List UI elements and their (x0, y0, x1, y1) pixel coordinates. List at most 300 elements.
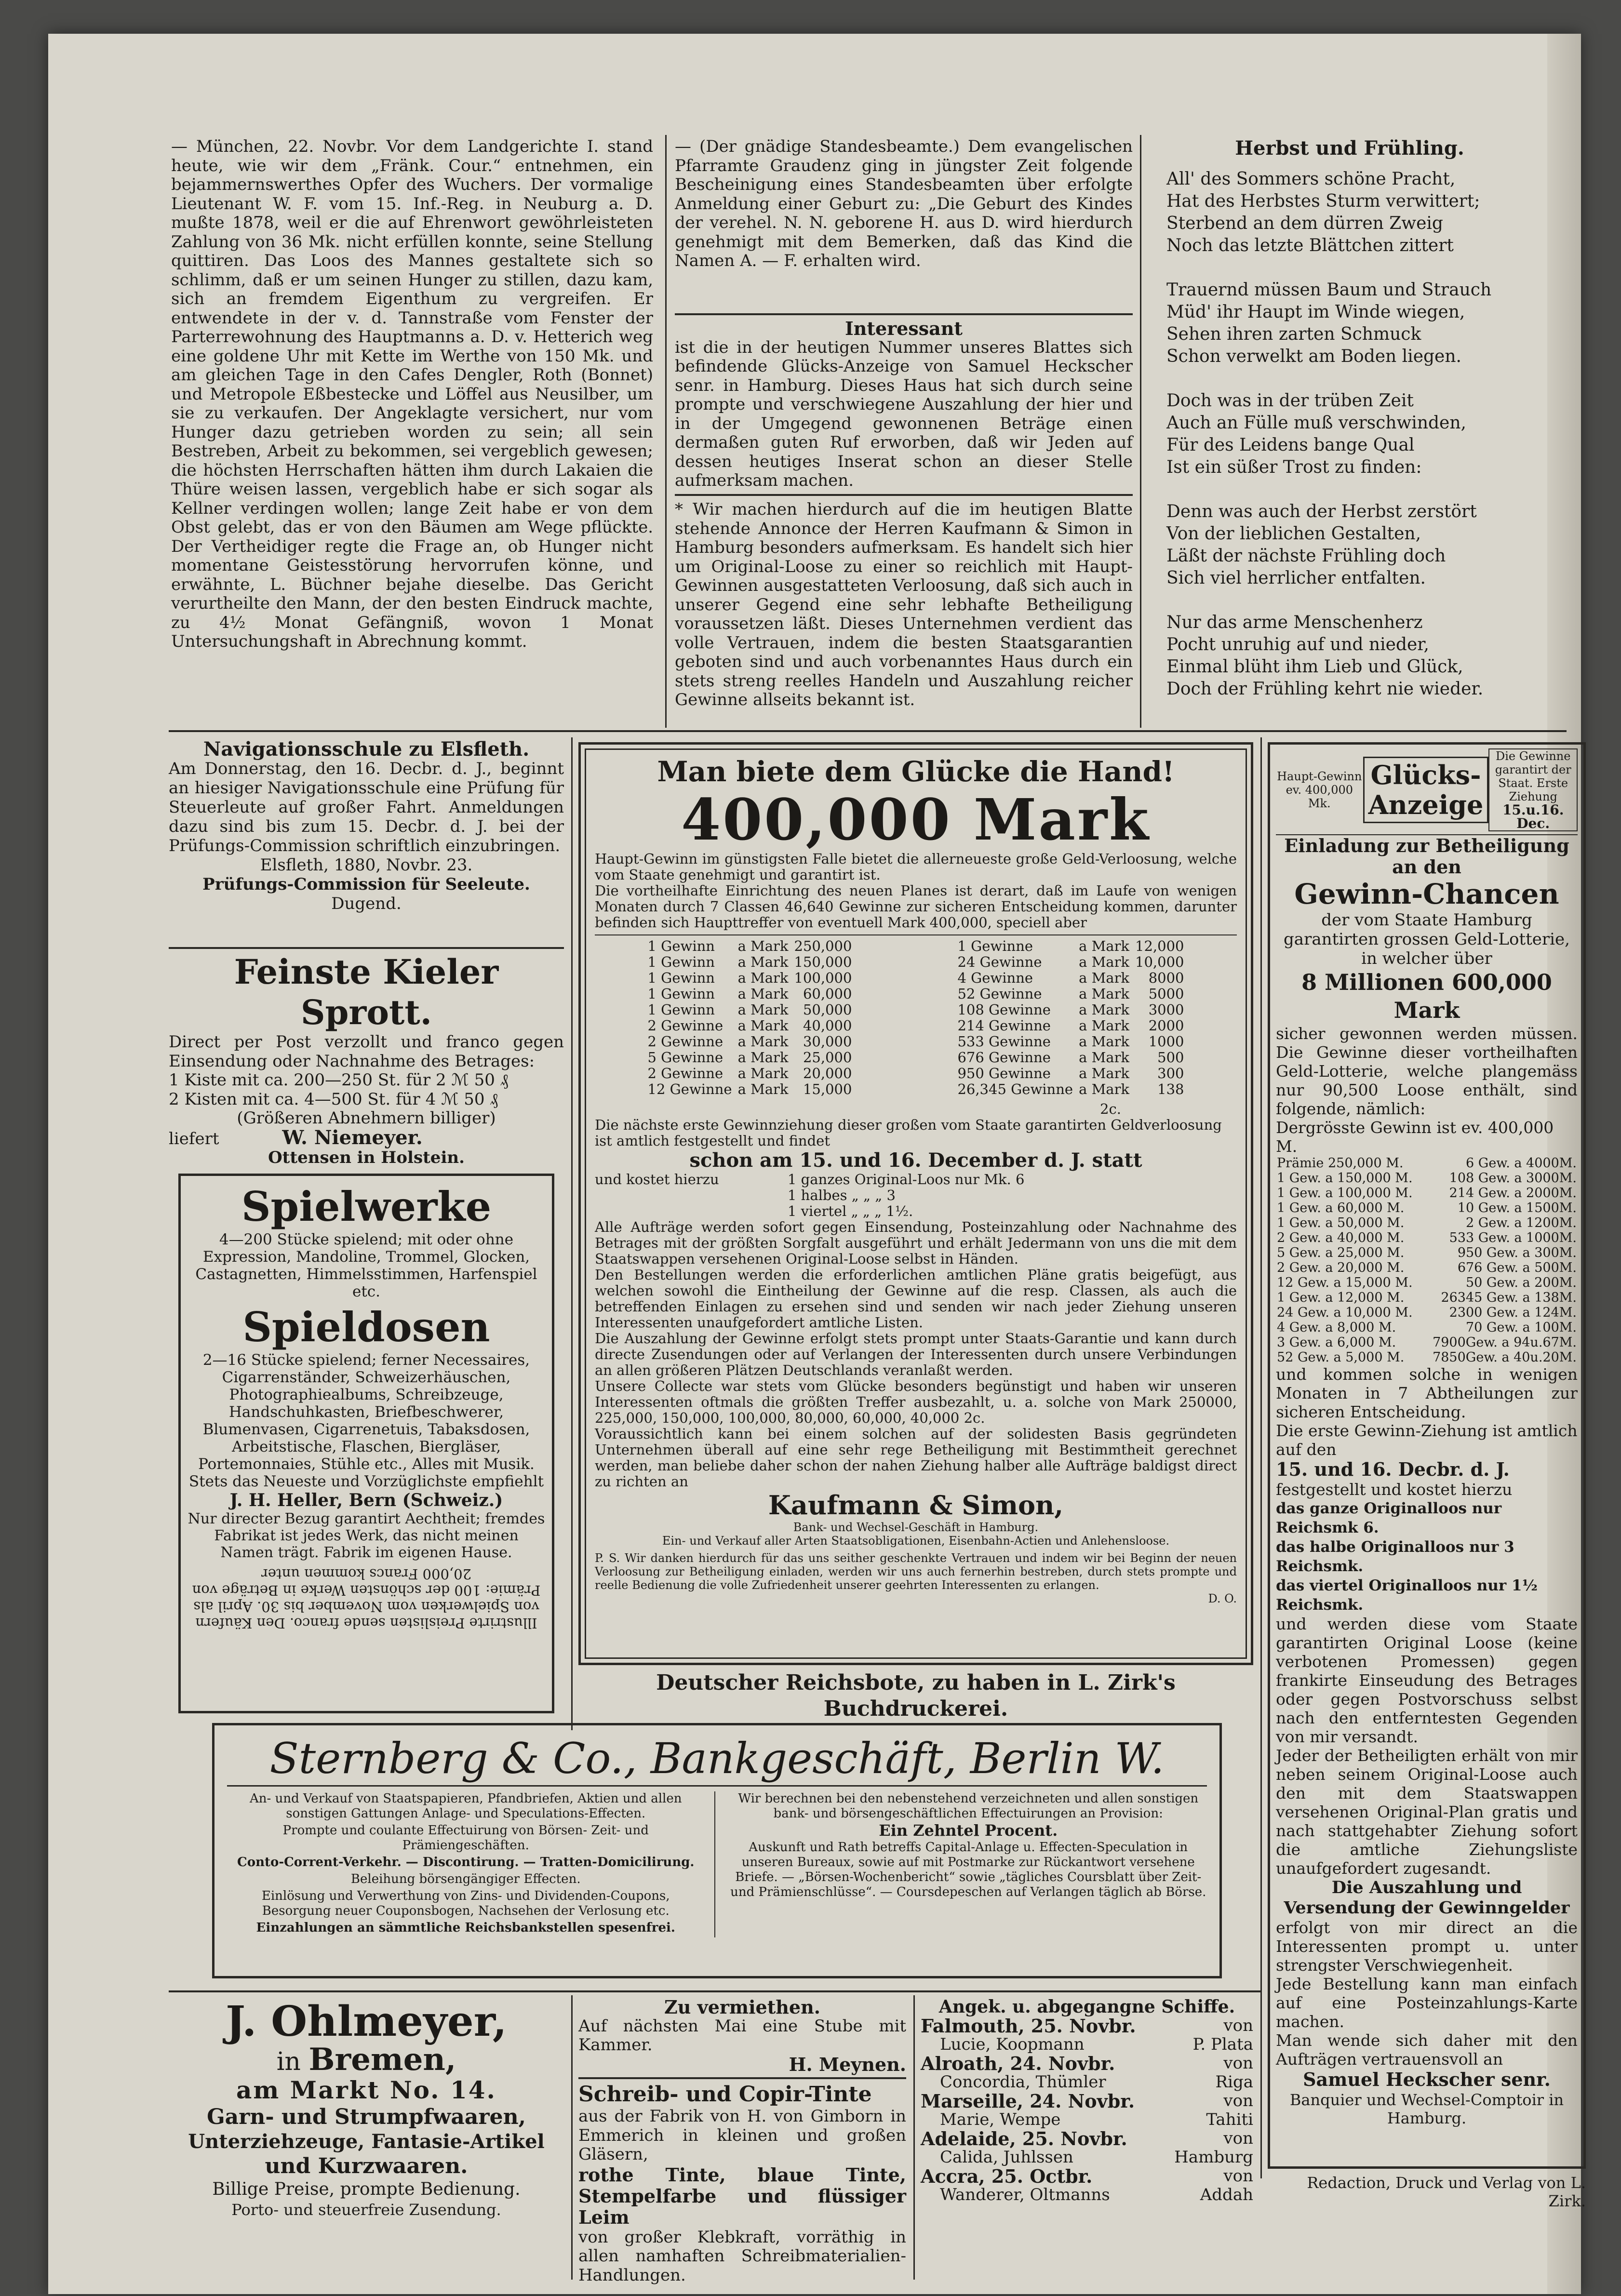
lottery-prize-table-right (954, 938, 1187, 1097)
ohlmeyer-in: in (276, 2047, 301, 2076)
prize-cell: 20,000 (803, 1065, 852, 1081)
lottery-firm-sub-2: Ein- und Verkauf aller Arten Staatsobligationen, Eisenbahn-Actien und Anlehensloose. (662, 1534, 1170, 1548)
prize-cell: 30,000 (803, 1033, 852, 1050)
prize-row (645, 954, 855, 970)
prize-cell: 1 Gewinn (647, 1001, 715, 1018)
gluecks-draw-date: 15. und 16. Decbr. d. J. (1276, 1458, 1510, 1480)
prize-cell: 1 Gewinn (647, 986, 715, 1002)
prize-cell: a Mark (1079, 986, 1130, 1002)
column-rule (1140, 135, 1141, 728)
gluecks-paragraph-7: Jeder der Betheiligten erhält von mir neben seinem Original-Loose auch den mit dem Staatswappen versehenen Original-Plan gratis und nach stattgehabter Ziehung sofort die amtliche Ziehungsliste unaufgefordert zugesandt. (1276, 1746, 1578, 1878)
poem-stanzas (1166, 168, 1533, 700)
gluecks-main-prize: Haupt-Gewinn ev. 400,000 Mk. (1277, 770, 1362, 810)
gluecks-prize-cell: 2 Gew. a 40,000 M. (1277, 1230, 1405, 1245)
gluecks-prize-cell: 950 Gew. a 300M. (1457, 1245, 1577, 1260)
poem-line: All' des Sommers schöne Pracht, (1166, 169, 1456, 189)
ship-port: Falmouth, 25. Novbr. (921, 2015, 1136, 2037)
spieldosen-body: 2—16 Stücke spielend; ferner Necessaires, Cigarrenständer, Schweizerhäuschen, Photographiealbums, Schreibzeuge, Handschuhkasten, Briefbeschwerer, Blumenvasen, Cigarrenetuis, Tabaksdosen, Arbeitstische, Flaschen, Biergläser, Portemonnaies, Stühle etc., Alles mit Musik. Stets das Neueste und Vorzüglichste empfiehlt (188, 1351, 544, 1490)
prize-row (954, 986, 1187, 1002)
sprott-supplier-label: liefert (169, 1129, 219, 1148)
prize-cell: 214 Gewinne (957, 1017, 1051, 1034)
gluecks-prize-row (1276, 1350, 1578, 1365)
interessant-heading: Interessant (845, 318, 963, 339)
poem (1166, 137, 1533, 722)
horizontal-rule (169, 1990, 1260, 1992)
gluecks-prize-cell: 108 Gew. a 3000M. (1449, 1171, 1577, 1186)
gluecks-biggest: Dergrösste Gewinn ist ev. 400,000 M. (1276, 1118, 1554, 1156)
gluecks-prize-row (1276, 1320, 1578, 1335)
prize-cell: 108 Gewinne (957, 1001, 1051, 1018)
gluecks-prize-cell: 676 Gew. a 500M. (1457, 1260, 1577, 1275)
prize-cell: 1 Gewinn (647, 938, 715, 954)
prize-cell: 100,000 (794, 970, 852, 986)
gluecks-prize-cell: 7900Gew. a 94u.67M. (1433, 1335, 1577, 1350)
ship-entry-row (921, 2035, 1253, 2054)
prize-cell: 60,000 (803, 986, 852, 1002)
lottery-amount: 400,000 Mark (681, 786, 1151, 853)
gluecks-firm: Samuel Heckscher senr. (1303, 2069, 1551, 2090)
gluecks-paragraph-11: Man wende sich daher mit den Aufträgen vertrauensvoll an (1276, 2031, 1578, 2069)
lottery-body-5: Voraussichtlich kann bei einem solchen auf der solidesten Basis gegründeten Unternehmen überall auf eine sehr rege Betheiligung mit Bestimmtheit gerechnet werden, man beliebe daher schon der nahen Ziehung halber alle Aufträge baldigst direct zu richten an (595, 1426, 1237, 1490)
navigation-signature: Prüfungs-Commission für Seeleute. (202, 875, 530, 894)
schiffe-title: Angek. u. abgegangne Schiffe. (938, 1997, 1235, 2017)
gluecks-prize-cell: 1 Gew. a 60,000 M. (1277, 1201, 1405, 1215)
lottery-postscript-sign: D. O. (1208, 1592, 1237, 1605)
gluecks-prize-cell: 214 Gew. a 2000M. (1449, 1186, 1577, 1201)
gluecks-paragraph-2: sicher gewonnen werden müssen. Die Gewinne dieser vortheilhaften Geld-Lotterie, welche plangemäss nur 90,500 Loose enthält, sind folgende, nämlich: (1276, 1024, 1578, 1118)
gluecks-title-box (1363, 757, 1489, 823)
vermiethen-name: H. Meynen. (789, 2053, 906, 2075)
ship-name: Marie, Wempe (940, 2110, 1061, 2129)
prize-row (954, 1034, 1187, 1050)
gluecks-paragraph-4: Die erste Gewinn-Ziehung ist amtlich auf den (1276, 1421, 1578, 1459)
lottery-price-intro: und kostet hierzu (595, 1171, 719, 1188)
interessant-notice (675, 319, 1133, 491)
spielwerke-ad (178, 1174, 554, 1713)
gluecks-paragraph-4c: festgestellt und kostet hierzu (1276, 1480, 1513, 1499)
poem-title: Herbst und Frühling. (1235, 137, 1464, 160)
tinte-ad (578, 2082, 906, 2285)
sprott-supplier: W. Niemeyer. (282, 1126, 423, 1149)
prize-cell: 52 Gewinne (957, 986, 1042, 1002)
ship-name: Lucie, Koopmann (940, 2035, 1085, 2054)
prize-cell: 1000 (1148, 1033, 1184, 1050)
gluecks-chancen: Gewinn-Chancen (1294, 878, 1559, 910)
ship-place: P. Plata (1192, 2035, 1253, 2054)
prize-cell: 500 (1157, 1049, 1184, 1066)
prize-cell: a Mark (737, 986, 789, 1002)
gluecks-title-2: Anzeige (1368, 789, 1484, 820)
prize-cell: 5000 (1148, 986, 1184, 1002)
sternberg-left-item: Einlösung und Verwerthung von Zins- und Dividenden-Coupons, Besorgung neuer Couponsbogen, Nachsehen der Verlosung etc. (261, 1889, 670, 1918)
ohlmeyer-name: J. Ohlmeyer, (226, 1997, 507, 2046)
poem-line: Hat des Herbstes Sturm verwittert; (1166, 191, 1480, 211)
newspaper-page (48, 34, 1586, 2294)
gluecks-firm-sub: Banquier und Wechsel-Comptoir in Hamburg. (1289, 2091, 1564, 2127)
prize-row (954, 954, 1187, 970)
sprott-price-2: 2 Kisten mit ca. 4—500 St. für 4 ℳ 50 ₰ (169, 1089, 498, 1109)
prize-cell: 50,000 (803, 1001, 852, 1018)
ship-entry-row (921, 2167, 1253, 2186)
prize-row (954, 1002, 1187, 1018)
lottery-price-item: 1 halbes „ „ „ 3 (788, 1187, 896, 1203)
prize-cell: a Mark (1079, 954, 1130, 970)
prize-row (645, 1002, 855, 1018)
ship-direction: von (1223, 2166, 1253, 2186)
gluecks-prize-cell: 7850Gew. a 40u.20M. (1433, 1350, 1577, 1365)
kaufmann-notice (675, 500, 1133, 710)
column-rule (571, 737, 573, 1730)
section-rule (675, 313, 1133, 315)
gluecks-guarantee-box (1488, 748, 1578, 831)
prize-row (954, 1066, 1187, 1081)
gluecks-prize-row (1276, 1230, 1578, 1245)
gluecks-prize-cell: 4 Gew. a 8,000 M. (1277, 1320, 1396, 1335)
prize-cell: 1 Gewinn (647, 970, 715, 986)
vermiethen-body: Auf nächsten Mai eine Stube mit Kammer. (578, 2016, 906, 2055)
gluecks-date: 15.u.16. Dec. (1502, 802, 1564, 831)
prize-row (645, 1018, 855, 1034)
sternberg-title: Sternberg & Co., Bankgeschäft, Berlin W. (227, 1732, 1207, 1787)
gluecks-header (1276, 748, 1578, 835)
article-standesbeamte-text: — (Der gnädige Standesbeamte.) Dem evangelischen Pfarramte Graudenz ging in jüngster Zeit folgende Bescheinigung eines Standesbeamten über erfolgte Anmeldung einer Geburt zu: „Die Geburt des Kindes der verehel. N. N. geborene H. aus D. wird hierdurch genehmigt mit dem Bemerken, daß das Kind die Namen A. — F. erhalten wird. (675, 137, 1133, 270)
poem-line: Doch was in der trüben Zeit (1166, 391, 1414, 411)
prize-cell: a Mark (737, 938, 789, 954)
gluecks-prize-row (1276, 1290, 1578, 1305)
ohlmeyer-city: Bremen, (308, 2042, 456, 2078)
poem-line: Einmal blüht ihm Lieb und Glück, (1166, 657, 1463, 677)
poem-line: Müd' ihr Haupt im Winde wiegen, (1166, 302, 1465, 322)
ship-place: Addah (1200, 2185, 1253, 2204)
spielwerke-note: Nur directer Bezug garantirt Aechtheit; fremdes Fabrikat ist jedes Werk, das nicht meinen Namen trägt. Fabrik im eigenen Hause. (188, 1510, 545, 1561)
sternberg-left-item: An- und Verkauf von Staatspapieren, Pfandbriefen, Aktien und allen sonstigen Gattungen Anlage- und Speculations-Effecten. (250, 1791, 682, 1821)
prize-cell: a Mark (737, 1065, 789, 1081)
interessant-body: ist die in der heutigen Nummer unseres Blattes sich befindende Glücks-Anzeige von Samuel Heckscher senr. in Hamburg. Dieses Haus hat sich durch seine prompte und verschwiegene Auszahlung der hier und in der Umgegend gewonnenen Beträge einen dermaßen guten Ruf erworben, daß wir Jeden auf dessen heutiges Inserat schon an dieser Stelle aufmerksam machen. (675, 337, 1133, 490)
prize-cell: 2 Gewinne (647, 1017, 723, 1034)
lottery-intro: Haupt-Gewinn im günstigsten Falle bietet die allerneueste große Geld-Verloosung, welche vom Staate genehmigt und garantirt ist. (595, 851, 1237, 883)
poem-line: Von der lieblichen Gestalten, (1166, 524, 1421, 544)
poem-line: Ist ein süßer Trost zu finden: (1166, 457, 1422, 477)
gluecks-prize-row (1276, 1335, 1578, 1350)
lottery-intro-2: Die vortheilhafte Einrichtung des neuen Planes ist derart, daß im Laufe von wenigen Monaten durch 7 Classen 46,640 Gewinne zur sicheren Entscheidung kommen, darunter befinden sich Haupttreffer von eventuell Mark 400,000, speciell aber (595, 882, 1237, 931)
lottery-price-item: 1 ganzes Original-Loos nur Mk. 6 (788, 1171, 1025, 1188)
gluecks-paragraph-3: und kommen solche in wenigen Monaten in 7 Abtheilungen zur sicheren Entscheidung. (1276, 1365, 1578, 1421)
poem-line: Für des Leidens bange Qual (1166, 435, 1415, 455)
gluecks-prize-cell: 5 Gew. a 25,000 M. (1277, 1245, 1405, 1260)
prize-row (954, 970, 1187, 986)
tinte-bold: rothe Tinte, blaue Tinte, Stempelfarbe und flüssiger Leim (578, 2163, 906, 2228)
prize-cell: 2 Gewinne (647, 1033, 723, 1050)
prize-cell: 40,000 (803, 1017, 852, 1034)
column-rule (665, 135, 667, 728)
poem-line: Trauernd müssen Baum und Strauch (1166, 280, 1492, 300)
spielwerke-title: Spielwerke (241, 1183, 492, 1230)
ohlmeyer-line-2: Unterziehzeuge, Fantasie-Artikel (188, 2130, 545, 2153)
prize-cell: 3000 (1148, 1001, 1184, 1018)
poem-line: Doch der Frühling kehrt nie wieder. (1166, 679, 1484, 699)
gluecks-prize-row (1276, 1260, 1578, 1275)
ship-name: Wanderer, Oltmanns (940, 2185, 1110, 2204)
ship-entry-row (921, 2016, 1253, 2035)
gluecks-prize-row (1276, 1201, 1578, 1215)
gluecks-invite: Einladung zur Betheiligung an den (1284, 835, 1569, 878)
article-muenchen (171, 137, 653, 652)
ohlmeyer-line-4: Billige Preise, prompte Bedienung. (212, 2179, 521, 2199)
navigation-date: Elsfleth, 1880, Novbr. 23. (260, 855, 473, 875)
ship-direction: von (1223, 2054, 1253, 2073)
gluecks-guarantee: Die Gewinne garantirt der Staat. Erste Ziehung (1495, 749, 1571, 803)
column-rule (571, 1995, 573, 2280)
gluecks-prize-row (1276, 1305, 1578, 1320)
sprott-place: Ottensen in Holstein. (268, 1148, 465, 1167)
sternberg-right-item: Ein Zehntel Procent. (879, 1821, 1058, 1840)
gluecks-prize-cell: 50 Gew. a 200M. (1465, 1275, 1577, 1290)
sprott-body: Direct per Post verzollt und franco gegen Einsendung oder Nachnahme des Betrages: (169, 1032, 564, 1071)
sternberg-left-item: Prompte und coulante Effectuirung von Börsen- Zeit- und Prämiengeschäften. (282, 1823, 649, 1853)
lottery-etc: 2c. (1100, 1101, 1121, 1117)
poem-line: Sterbend an dem dürren Zweig (1166, 214, 1443, 233)
lottery-firm: Kaufmann & Simon, (768, 1490, 1064, 1521)
sternberg-ad (212, 1723, 1222, 1978)
gluecks-prize-cell: 12 Gew. a 15,000 M. (1277, 1275, 1413, 1290)
ship-name: Concordia, Thümler (940, 2072, 1106, 2092)
ship-port: Adelaide, 25. Novbr. (921, 2128, 1127, 2149)
poem-stanza (1166, 168, 1533, 257)
gluecks-prize-cell: 24 Gew. a 10,000 M. (1277, 1305, 1413, 1320)
prize-cell: 1 Gewinn (647, 954, 715, 970)
ohlmeyer-ad (169, 1998, 564, 2219)
gluecks-prize-cell: 533 Gew. a 1000M. (1449, 1230, 1577, 1245)
schiffe-entries (921, 2016, 1253, 2204)
prize-row (645, 1050, 855, 1066)
ohlmeyer-line-1: Garn- und Strumpfwaaren, (207, 2105, 526, 2129)
ship-direction: von (1223, 2129, 1253, 2148)
prize-cell: a Mark (737, 1049, 789, 1066)
section-rule (169, 947, 564, 949)
poem-line: Läßt der nächste Frühling doch (1166, 546, 1446, 566)
navigation-body: Am Donnerstag, den 16. Decbr. d. J., beginnt an hiesiger Navigationsschule eine Prüfung für Steuerleute auf großer Fahrt. Anmeldungen dazu sind bis zum 15. Decbr. d. J. bei der Prüfungs-Commission schriftlich einzubringen. (169, 759, 564, 855)
gluecks-prize-row (1276, 1245, 1578, 1260)
sternberg-left-item: Beleihung börsengängiger Effecten. (350, 1872, 581, 1886)
lottery-ad (578, 742, 1253, 1665)
lottery-firm-sub-1: Bank- und Wechsel-Geschäft in Hamburg. (793, 1521, 1039, 1534)
ohlmeyer-line-3: und Kurzwaaren. (265, 2154, 468, 2178)
prize-cell: 5 Gewinne (647, 1049, 723, 1066)
prize-row (645, 986, 855, 1002)
spielwerke-firm: J. H. Heller, Bern (Schweiz.) (229, 1490, 503, 1510)
sprott-title: Feinste Kieler Sprott. (234, 952, 499, 1032)
ship-entry-row (921, 2129, 1253, 2148)
gluecks-prize-row (1276, 1275, 1578, 1290)
poem-stanza (1166, 390, 1533, 479)
gluecks-prize-cell: 2300 Gew. a 124M. (1449, 1305, 1577, 1320)
poem-line: Nur das arme Menschenherz (1166, 613, 1423, 632)
gluecks-prize-row (1276, 1171, 1578, 1186)
sprott-note: (Größeren Abnehmern billiger) (237, 1108, 496, 1128)
prize-cell: a Mark (1079, 1049, 1130, 1066)
poem-stanza (1166, 501, 1533, 589)
prize-cell: 533 Gewinne (957, 1033, 1051, 1050)
ship-direction: von (1223, 2016, 1253, 2035)
imprint: Redaction, Druck und Verlag von L. Zirk. (1307, 2174, 1586, 2210)
prize-cell: 15,000 (803, 1081, 852, 1097)
lottery-body-2: Den Bestellungen werden die erforderlichen amtlichen Pläne gratis beigefügt, aus welchen sowohl die Eintheilung der Gewinne auf die resp. Classen, als auch die betreffenden Einlagen zu ersehen sind und senden wir nach jeder Ziehung unseren Interessenten unaufgefordert amtliche Listen. (595, 1267, 1237, 1331)
kaufmann-notice-text: * Wir machen hierdurch auf die im heutigen Blatte stehende Annonce der Herren Kaufmann & Simon in Hamburg besonders aufmerksam. Es handelt sich hier um Original-Loose zu einer so reichlich mit Haupt-Gewinnen ausgestatteten Verloosung, daß sich auch in unserer Gegend eine sehr lebhafte Betheiligung voraussetzen läßt. Dieses Unternehmen verdient das volle Vertrauen, indem die besten Staatsgarantien geboten sind und auch vorbenanntes Haus durch ein stets streng reelles Handeln und Auszahlung reicher Gewinne allseits bekannt ist. (675, 500, 1133, 709)
sternberg-left (227, 1791, 715, 1937)
poem-line: Sich viel herrlicher entfalten. (1166, 568, 1426, 588)
prize-row (954, 1081, 1187, 1097)
ship-entry-row (921, 2186, 1253, 2204)
ship-place: Tahiti (1206, 2110, 1253, 2129)
navigation-title: Navigationsschule zu Elsfleth. (203, 738, 530, 761)
article-standesbeamte (675, 137, 1133, 271)
sternberg-right-item: Auskunft und Rath betreffs Capital-Anlage u. Effecten-Speculation in unseren Bureaux, sowie auf mit Postmarke zur Rückantwort versehene Briefe. — „Börsen-Wochenbericht“ sowie „tägliches Coursblatt über Zeit- und Prämienschlüsse“. — Coursdepeschen auf Verlangen täglich ab Börse. (730, 1840, 1206, 1899)
gluecks-prize-cell: 26345 Gew. a 138M. (1441, 1290, 1577, 1305)
gluecks-price-half: das halbe Originalloos nur 3 Reichsmk. (1276, 1538, 1514, 1575)
navigation-notice (169, 740, 564, 913)
prize-row (954, 1050, 1187, 1066)
lottery-prize-table-left (645, 938, 855, 1097)
poem-line: Sehen ihren zarten Schmuck (1166, 324, 1421, 344)
prize-cell: a Mark (1079, 970, 1130, 986)
ship-port: Accra, 25. Octbr. (921, 2165, 1093, 2187)
ship-place: Hamburg (1174, 2148, 1253, 2167)
prize-cell: 26,345 Gewinne (957, 1081, 1073, 1097)
ship-direction: von (1223, 2091, 1253, 2110)
prize-cell: 2 Gewinne (647, 1065, 723, 1081)
gluecks-prize-row (1276, 1186, 1578, 1201)
section-rule (578, 2077, 906, 2079)
gluecks-prize-cell: 2 Gew. a 20,000 M. (1277, 1260, 1405, 1275)
prize-cell: 4 Gewinne (957, 970, 1033, 986)
lottery-postscript: P. S. Wir danken hierdurch für das uns seither geschenkte Vertrauen und indem wir bei Beginn der neuen Verloosung zur Betheiligung einladen, werden wir uns auch fernerhin bestreben, durch stets prompte und reelle Bedienung die volle Zufriedenheit unserer geehrten Interessenten zu erlangen. (595, 1551, 1237, 1592)
tinte-body-2: von großer Klebkraft, vorräthig in allen namhaften Schreibmaterialien-Handlungen. (578, 2227, 906, 2285)
lottery-price-item: 1 viertel „ „ „ 1½. (788, 1203, 913, 1219)
sternberg-right (730, 1791, 1207, 1937)
gluecks-paragraph-10: Jede Bestellung kann man einfach auf eine Posteinzahlungs-Karte machen. (1276, 1975, 1578, 2031)
lottery-body-4: Unsere Collecte war stets vom Glücke besonders begünstigt und haben wir unseren Interessenten oftmals die größten Treffer ausbezahlt, u. a. solche von Mark 250000, 225,000, 150,000, 100,000, 80,000, 60,000, 40,000 2c. (595, 1378, 1237, 1426)
sternberg-right-item: Wir berechnen bei den nebenstehend verzeichneten und allen sonstigen bank- und börsengeschäftlichen Effectuirungen an Provision: (738, 1791, 1199, 1821)
ohlmeyer-address: am Markt No. 14. (236, 2076, 496, 2104)
prize-cell: a Mark (1079, 1017, 1130, 1034)
poem-line: Pocht unruhig auf und nieder, (1166, 635, 1429, 654)
gluecks-paragraph-1: der vom Staate Hamburg garantirten grossen Geld-Lotterie, in welcher über (1284, 910, 1570, 968)
prize-cell: a Mark (1079, 1065, 1130, 1081)
prize-cell: 1 Gewinne (957, 938, 1033, 954)
prize-row (954, 938, 1187, 954)
gluecks-prize-cell: 1 Gew. a 100,000 M. (1277, 1186, 1413, 1201)
poem-stanza (1166, 612, 1533, 700)
tinte-body: aus der Fabrik von H. von Gimborn in Emmerich in kleinen und großen Gläsern, (578, 2107, 906, 2164)
prize-cell: a Mark (1079, 1001, 1130, 1018)
column-rule (1260, 737, 1262, 2178)
prize-cell: 150,000 (794, 954, 852, 970)
sternberg-columns (227, 1791, 1207, 1937)
gluecks-title-1: Glücks- (1370, 760, 1481, 790)
gluecks-prize-cell: 70 Gew. a 100M. (1465, 1320, 1577, 1335)
ohlmeyer-line-5: Porto- und steuerfreie Zusendung. (231, 2201, 501, 2219)
lottery-prices (595, 1172, 1237, 1219)
prize-cell: a Mark (1079, 1081, 1130, 1097)
prize-cell: 24 Gewinne (957, 954, 1042, 970)
lottery-body-3: Die Auszahlung der Gewinne erfolgt stets prompt unter Staats-Garantie und kann durch directe Zusendungen oder auf Verlangen der Interessenten durch unsere Verbindungen an allen größeren Plätzen Deutschlands veranlaßt werden. (595, 1330, 1237, 1378)
lottery-prize-tables (595, 934, 1237, 1097)
spielwerke-inverted-text: Illustrirte Preislisten sende franco. Den Käufern von Spielwerken vom November bis 30. April als Prämie: 100 der schönsten Werke in Beträge von 20,000 Francs kommen unter (192, 1566, 541, 1631)
gluecks-millions: 8 Millionen 600,000 Mark (1301, 969, 1552, 1023)
reichsbote-notice: Deutscher Reichsbote, zu haben in L. Zirk's Buchdruckerei. (656, 1670, 1176, 1721)
prize-cell: a Mark (737, 970, 789, 986)
gluecks-prize-cell: 10 Gew. a 1500M. (1457, 1201, 1577, 1215)
prize-row (645, 938, 855, 954)
prize-row (645, 1066, 855, 1081)
poem-stanza (1166, 279, 1533, 368)
ship-port: Marseille, 24. Novbr. (921, 2090, 1135, 2112)
prize-cell: a Mark (737, 1081, 789, 1097)
ship-port: Alroath, 24. Novbr. (921, 2053, 1115, 2074)
lottery-price-list (788, 1172, 1024, 1219)
poem-line: Denn was auch der Herbst zerstört (1166, 502, 1477, 521)
prize-cell: 12 Gewinne (647, 1081, 732, 1097)
navigation-signature-2: Dugend. (331, 894, 402, 913)
vermiethen-ad (578, 1998, 906, 2074)
prize-cell: 950 Gewinne (957, 1065, 1051, 1081)
ship-entry-row (921, 2092, 1253, 2110)
sprott-ad (169, 952, 564, 1168)
prize-cell: 676 Gewinne (957, 1049, 1051, 1066)
gluecks-price-whole: das ganze Originalloos nur Reichsmk 6. (1276, 1500, 1502, 1536)
prize-row (645, 970, 855, 986)
gluecks-prize-cell: 1 Gew. a 12,000 M. (1277, 1290, 1405, 1305)
spielwerke-body: 4—200 Stücke spielend; mit oder ohne Expression, Mandoline, Trommel, Glocken, Castagnetten, Himmelsstimmen, Harfenspiel etc. (195, 1231, 537, 1300)
sternberg-left-item: Conto-Corrent-Verkehr. — Discontirung. — Tratten-Domicilirung. (237, 1855, 695, 1869)
prize-cell: 250,000 (794, 938, 852, 954)
ship-entry-row (921, 2148, 1253, 2167)
prize-cell: 300 (1157, 1065, 1184, 1081)
gluecks-prize-cell: Prämie 250,000 M. (1277, 1156, 1404, 1171)
gluecks-prize-cell: 1 Gew. a 150,000 M. (1277, 1171, 1413, 1186)
prize-row (954, 1018, 1187, 1034)
prize-cell: 2000 (1148, 1017, 1184, 1034)
sprott-price-1: 1 Kiste mit ca. 200—250 St. für 2 ℳ 50 ₰ (169, 1070, 509, 1090)
spieldosen-title: Spieldosen (242, 1303, 490, 1351)
lottery-title: Man biete dem Glücke die Hand! (657, 755, 1175, 788)
prize-cell: 138 (1157, 1081, 1184, 1097)
lottery-draw-intro: Die nächste erste Gewinnziehung dieser großen vom Staate garantirten Geldverloosung ist amtlich festgestellt und findet (595, 1117, 1222, 1149)
prize-cell: a Mark (737, 954, 789, 970)
prize-cell: a Mark (1079, 1033, 1130, 1050)
gluecks-prize-cell: 2 Gew. a 1200M. (1465, 1215, 1577, 1230)
poem-line: Schon verwelkt am Boden liegen. (1166, 347, 1461, 366)
prize-cell: 10,000 (1135, 954, 1184, 970)
prize-row (645, 1034, 855, 1050)
ship-place: Riga (1215, 2072, 1253, 2092)
prize-cell: 25,000 (803, 1049, 852, 1066)
gluecks-prize-row (1276, 1156, 1578, 1171)
lottery-draw-date: schon am 15. und 16. December d. J. statt (689, 1149, 1142, 1172)
column-rule (913, 1995, 915, 2280)
vermiethen-title: Zu vermiethen. (664, 1996, 820, 2018)
gluecks-prize-cell: 6 Gew. a 4000M. (1465, 1156, 1577, 1171)
gluecks-prize-row (1276, 1215, 1578, 1230)
section-rule (675, 494, 1133, 496)
ship-entry-row (921, 2073, 1253, 2092)
poem-line: Noch das letzte Blättchen zittert (1166, 236, 1454, 255)
gluecks-prize-cell: 3 Gew. a 6,000 M. (1277, 1335, 1396, 1350)
gluecks-anzeige (1268, 742, 1586, 2169)
ship-entry-row (921, 2054, 1253, 2073)
gluecks-prize-table (1276, 1156, 1578, 1365)
prize-cell: 12,000 (1135, 938, 1184, 954)
